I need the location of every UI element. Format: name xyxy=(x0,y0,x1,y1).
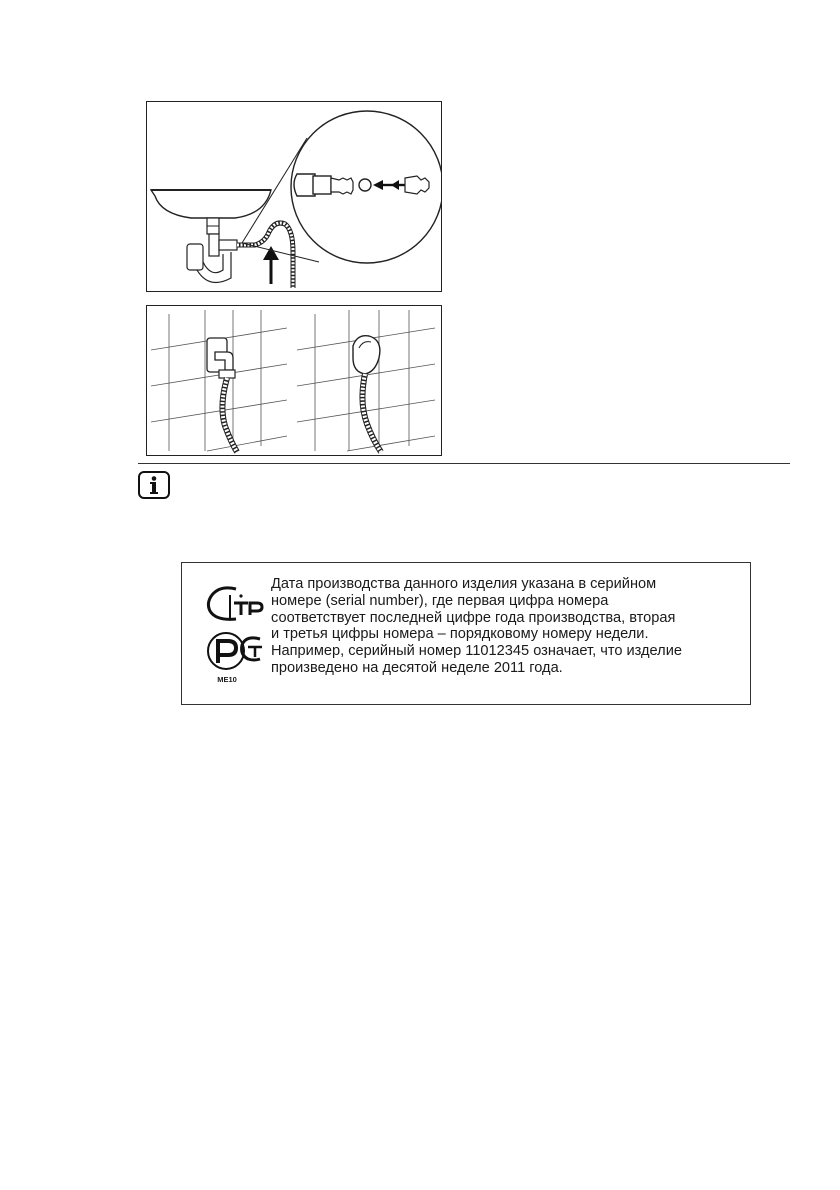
certificate-line: и третья цифры номера – порядковому номеру недели. xyxy=(271,626,649,643)
certificate-line: соответствует последней цифре года производства, вторая xyxy=(271,609,676,626)
info-icon xyxy=(137,470,171,500)
certificate-box xyxy=(181,562,751,705)
certificate-line: Дата производства данного изделия указана в серийном xyxy=(271,576,657,592)
rst-pct-mark-icon xyxy=(208,633,262,669)
wall-standpipe-icon xyxy=(147,306,441,455)
logo-caption: ME10 xyxy=(217,675,237,684)
eac-tr-mark-icon xyxy=(208,588,262,619)
certificate-text xyxy=(271,576,741,677)
sink-drain-figure xyxy=(146,101,442,292)
certificate-line: Например, серийный номер 11012345 означает, что изделие xyxy=(271,643,682,660)
section-divider xyxy=(138,463,790,464)
sink-siphon-drain-hose-icon xyxy=(147,102,441,291)
certificate-line: произведено на десятой неделе 2011 года. xyxy=(271,659,563,676)
wall-drain-figure xyxy=(146,305,442,456)
certificate-line: номере (serial number), где первая цифра номера xyxy=(271,592,609,609)
